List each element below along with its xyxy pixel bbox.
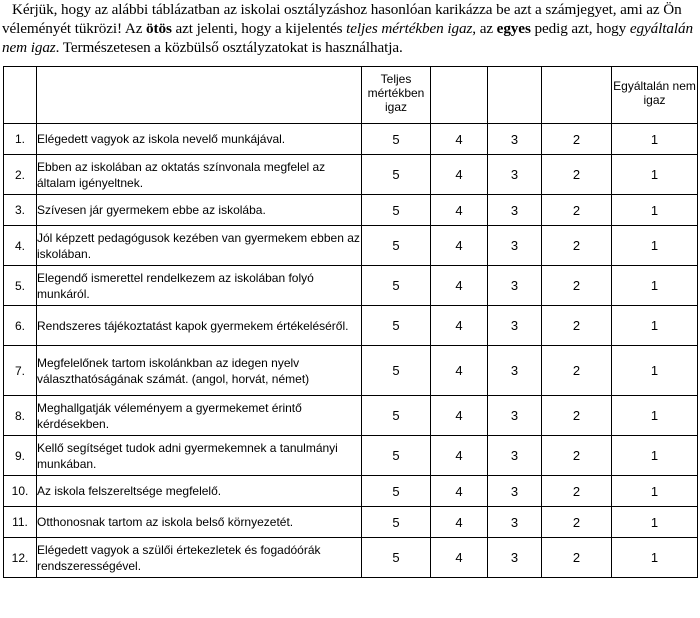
instructions-text: azt jelenti, hogy a kijelentés: [171, 20, 347, 37]
rating-option-4[interactable]: 4: [431, 396, 488, 436]
rating-option-2[interactable]: 2: [542, 155, 612, 195]
table-row: [4, 396, 698, 436]
rating-option-1[interactable]: 1: [612, 266, 698, 306]
rating-option-4[interactable]: 4: [431, 306, 488, 346]
rating-option-5[interactable]: 5: [362, 346, 431, 396]
rating-option-5[interactable]: 5: [362, 226, 431, 266]
header-blank-cell: [4, 67, 37, 124]
rating-option-5[interactable]: 5: [362, 538, 431, 578]
instructions-paragraph: [2, 0, 698, 57]
rating-option-5[interactable]: 5: [362, 306, 431, 346]
rating-option-5[interactable]: 5: [362, 266, 431, 306]
statement-text: Ebben az iskolában az oktatás színvonala megfelel az általam igényeltnek.: [37, 155, 362, 195]
rating-option-1[interactable]: 1: [612, 507, 698, 538]
header-not-true: Egyáltalán nem igaz: [612, 67, 698, 124]
survey-table: [3, 66, 698, 578]
row-number: 7.: [4, 346, 37, 396]
statement-text: Megfelelőnek tartom iskolánkban az idegen nyelv választhatóságának számát. (angol, horvát, német): [37, 346, 362, 396]
instructions-text: pedig azt, hogy: [530, 20, 630, 37]
statement-text: Otthonosnak tartom az iskola belső környezetét.: [37, 507, 362, 538]
row-number: 6.: [4, 306, 37, 346]
rating-option-1[interactable]: 1: [612, 226, 698, 266]
header-fully-true: Teljes mértékben igaz: [362, 67, 431, 124]
rating-option-2[interactable]: 2: [542, 306, 612, 346]
rating-option-3[interactable]: 3: [488, 266, 542, 306]
statement-text: Elégedett vagyok a szülői értekezletek és fogadóórák rendszerességével.: [37, 538, 362, 578]
rating-option-3[interactable]: 3: [488, 306, 542, 346]
rating-option-4[interactable]: 4: [431, 507, 488, 538]
rating-option-5[interactable]: 5: [362, 436, 431, 476]
table-header-row: [4, 67, 698, 124]
table-row: [4, 155, 698, 195]
rating-option-3[interactable]: 3: [488, 195, 542, 226]
rating-option-3[interactable]: 3: [488, 538, 542, 578]
rating-option-4[interactable]: 4: [431, 538, 488, 578]
statement-text: Rendszeres tájékoztatást kapok gyermekem értékeléséről.: [37, 306, 362, 346]
rating-option-2[interactable]: 2: [542, 346, 612, 396]
rating-option-4[interactable]: 4: [431, 226, 488, 266]
rating-option-1[interactable]: 1: [612, 155, 698, 195]
row-number: 2.: [4, 155, 37, 195]
rating-option-1[interactable]: 1: [612, 306, 698, 346]
rating-option-2[interactable]: 2: [542, 476, 612, 507]
instructions-text: , az: [472, 20, 497, 37]
rating-option-2[interactable]: 2: [542, 538, 612, 578]
row-number: 3.: [4, 195, 37, 226]
row-number: 9.: [4, 436, 37, 476]
rating-option-4[interactable]: 4: [431, 195, 488, 226]
table-row: [4, 436, 698, 476]
instructions-text: Kérjük, hogy az alábbi táblázatban az iskolai osztályzáshoz hasonlóan karikázza be azt a számjegyet, ami az Ön véleményét tükrözi! Az: [2, 1, 682, 37]
row-number: 8.: [4, 396, 37, 436]
rating-option-3[interactable]: 3: [488, 226, 542, 266]
instructions-italic-not-true: egyáltalán nem igaz: [2, 20, 693, 56]
row-number: 4.: [4, 226, 37, 266]
table-row: [4, 538, 698, 578]
row-number: 11.: [4, 507, 37, 538]
rating-option-3[interactable]: 3: [488, 507, 542, 538]
statement-text: Elégedett vagyok az iskola nevelő munkájával.: [37, 124, 362, 155]
rating-option-1[interactable]: 1: [612, 396, 698, 436]
table-row: [4, 124, 698, 155]
rating-option-2[interactable]: 2: [542, 266, 612, 306]
rating-option-3[interactable]: 3: [488, 396, 542, 436]
statement-text: Az iskola felszereltsége megfelelő.: [37, 476, 362, 507]
row-number: 10.: [4, 476, 37, 507]
instructions-text: . Természetesen a közbülső osztályzatokat is használhatja.: [55, 39, 403, 56]
statement-text: Jól képzett pedagógusok kezében van gyermekem ebben az iskolában.: [37, 226, 362, 266]
table-row: [4, 476, 698, 507]
statement-text: Elegendő ismerettel rendelkezem az iskolában folyó munkáról.: [37, 266, 362, 306]
instructions-bold-five: ötös: [146, 20, 172, 37]
rating-option-2[interactable]: 2: [542, 226, 612, 266]
row-number: 1.: [4, 124, 37, 155]
rating-option-2[interactable]: 2: [542, 195, 612, 226]
rating-option-3[interactable]: 3: [488, 155, 542, 195]
statement-text: Meghallgatják véleményem a gyermekemet érintő kérdésekben.: [37, 396, 362, 436]
header-empty: [431, 67, 488, 124]
rating-option-4[interactable]: 4: [431, 266, 488, 306]
rating-option-5[interactable]: 5: [362, 124, 431, 155]
rating-option-1[interactable]: 1: [612, 346, 698, 396]
instructions-bold-one: egyes: [496, 20, 531, 37]
table-row: [4, 306, 698, 346]
rating-option-1[interactable]: 1: [612, 538, 698, 578]
table-row: [4, 507, 698, 538]
rating-option-4[interactable]: 4: [431, 124, 488, 155]
statement-text: Kellő segítséget tudok adni gyermekemnek a tanulmányi munkában.: [37, 436, 362, 476]
row-number: 12.: [4, 538, 37, 578]
rating-option-5[interactable]: 5: [362, 507, 431, 538]
header-empty: [488, 67, 542, 124]
row-number: 5.: [4, 266, 37, 306]
rating-option-5[interactable]: 5: [362, 155, 431, 195]
table-row: [4, 226, 698, 266]
rating-option-1[interactable]: 1: [612, 124, 698, 155]
rating-option-5[interactable]: 5: [362, 195, 431, 226]
statement-text: Szívesen jár gyermekem ebbe az iskolába.: [37, 195, 362, 226]
rating-option-4[interactable]: 4: [431, 346, 488, 396]
header-blank-cell: [37, 67, 362, 124]
rating-option-4[interactable]: 4: [431, 155, 488, 195]
rating-option-3[interactable]: 3: [488, 436, 542, 476]
rating-option-5[interactable]: 5: [362, 476, 431, 507]
rating-option-5[interactable]: 5: [362, 396, 431, 436]
rating-option-3[interactable]: 3: [488, 346, 542, 396]
instructions-italic-fully-true: teljes mértékben igaz: [346, 20, 473, 37]
rating-option-3[interactable]: 3: [488, 476, 542, 507]
rating-option-1[interactable]: 1: [612, 476, 698, 507]
rating-option-2[interactable]: 2: [542, 124, 612, 155]
rating-option-2[interactable]: 2: [542, 507, 612, 538]
rating-option-2[interactable]: 2: [542, 396, 612, 436]
table-row: [4, 346, 698, 396]
rating-option-4[interactable]: 4: [431, 476, 488, 507]
rating-option-1[interactable]: 1: [612, 436, 698, 476]
table-row: [4, 195, 698, 226]
rating-option-2[interactable]: 2: [542, 436, 612, 476]
rating-option-1[interactable]: 1: [612, 195, 698, 226]
table-row: [4, 266, 698, 306]
rating-option-4[interactable]: 4: [431, 436, 488, 476]
rating-option-3[interactable]: 3: [488, 124, 542, 155]
header-empty: [542, 67, 612, 124]
